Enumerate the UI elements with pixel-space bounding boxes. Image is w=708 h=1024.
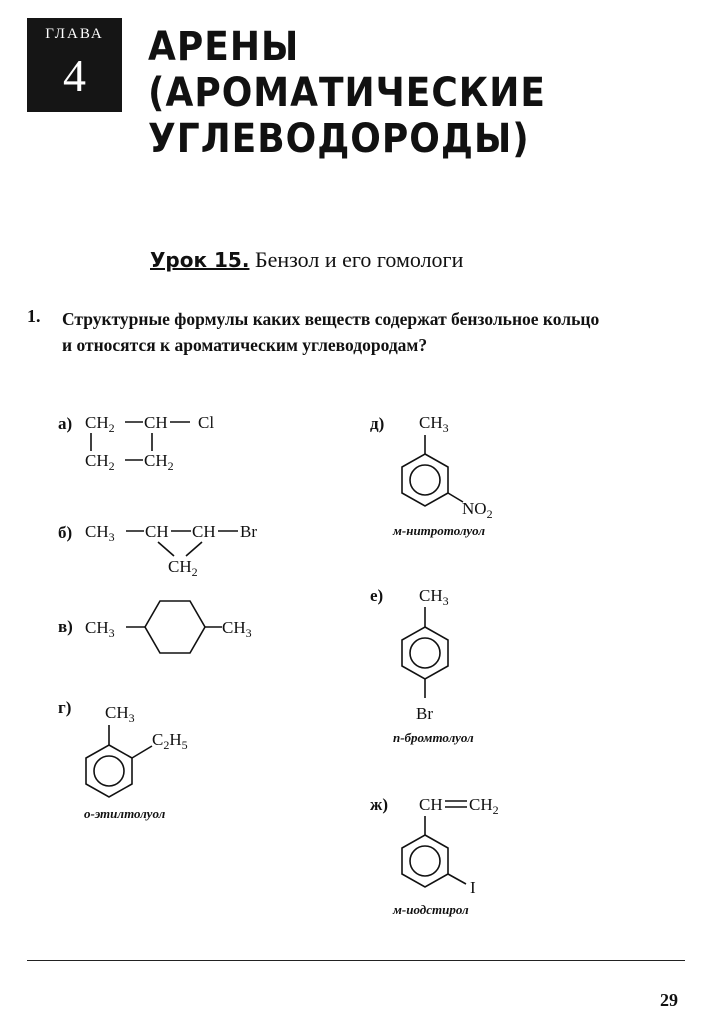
formula-e (370, 586, 474, 745)
footer-rule (27, 960, 685, 961)
lesson-number: Урок 15. (150, 248, 250, 272)
g-c2h5: $C_2H_5$ (152, 730, 188, 752)
b-ch-1: CH (145, 522, 169, 541)
d-ch3: $CH_3$ (419, 413, 449, 435)
page-number: 29 (660, 990, 678, 1010)
d-benzene-ring (402, 454, 448, 506)
b-br: Br (240, 522, 257, 541)
item-label-a: а) (58, 414, 73, 433)
zh-caption: м-иодстирол (393, 902, 469, 917)
item-label-g: г) (58, 698, 72, 717)
b-ch-2: CH (192, 522, 216, 541)
v-ch3-left: $CH_3$ (85, 618, 115, 640)
b-ch2: $CH_2$ (168, 557, 198, 579)
zh-vinyl-ch2: $CH_2$ (469, 795, 499, 817)
formula-g (58, 698, 188, 821)
zh-benzene-ring (402, 835, 448, 887)
task-number: 1. (27, 306, 41, 326)
lesson-topic: Бензол и его гомологи (254, 247, 464, 272)
formula-a (58, 413, 214, 473)
chapter-title-line1: АРЕНЫ (148, 24, 300, 71)
formula-zh (370, 795, 499, 917)
chapter-title-line2: (АРОМАТИЧЕСКИЕ (148, 70, 546, 117)
e-benzene-ring (402, 627, 448, 679)
formula-d (370, 413, 493, 538)
zh-vinyl-ch: CH (419, 795, 443, 814)
item-label-e: е) (370, 586, 384, 605)
task-text-line1: Структурные формулы каких веществ содержат бензольное кольцо (62, 309, 600, 329)
d-no2: $NO_2$ (462, 499, 493, 521)
a-ch2-bottom-left: $CH_2$ (85, 451, 115, 473)
g-benzene-ring (86, 745, 132, 797)
a-ch2-top-left: $CH_2$ (85, 413, 115, 435)
item-label-d: д) (370, 414, 385, 433)
chapter-title-line3: УГЛЕВОДОРОДЫ) (148, 116, 530, 163)
a-ch2-bottom-right: $CH_2$ (144, 451, 174, 473)
item-label-v: в) (58, 617, 73, 636)
e-br: Br (416, 704, 433, 723)
a-cl: Cl (198, 413, 215, 432)
a-ch-top: CH (144, 413, 168, 432)
e-ch3: $CH_3$ (419, 586, 449, 608)
item-label-b: б) (58, 523, 73, 542)
v-ch3-right: $CH_3$ (222, 618, 252, 640)
g-caption: о-этилтолуол (84, 806, 166, 821)
formula-b (58, 522, 257, 579)
chapter-number: 4 (63, 50, 86, 101)
task-text-line2: и относятся к ароматическим углеводородам? (62, 335, 428, 355)
g-ch3: $CH_3$ (105, 703, 135, 725)
zh-iodine: I (470, 878, 476, 897)
item-label-zh: ж) (370, 795, 388, 814)
chapter-word: ГЛАВА (45, 26, 104, 42)
b-ch3: $CH_3$ (85, 522, 115, 544)
e-caption: п-бромтолуол (393, 730, 474, 745)
v-cyclohexane-ring (145, 601, 205, 653)
formula-v (58, 601, 252, 653)
d-caption: м-нитротолуол (393, 523, 486, 538)
